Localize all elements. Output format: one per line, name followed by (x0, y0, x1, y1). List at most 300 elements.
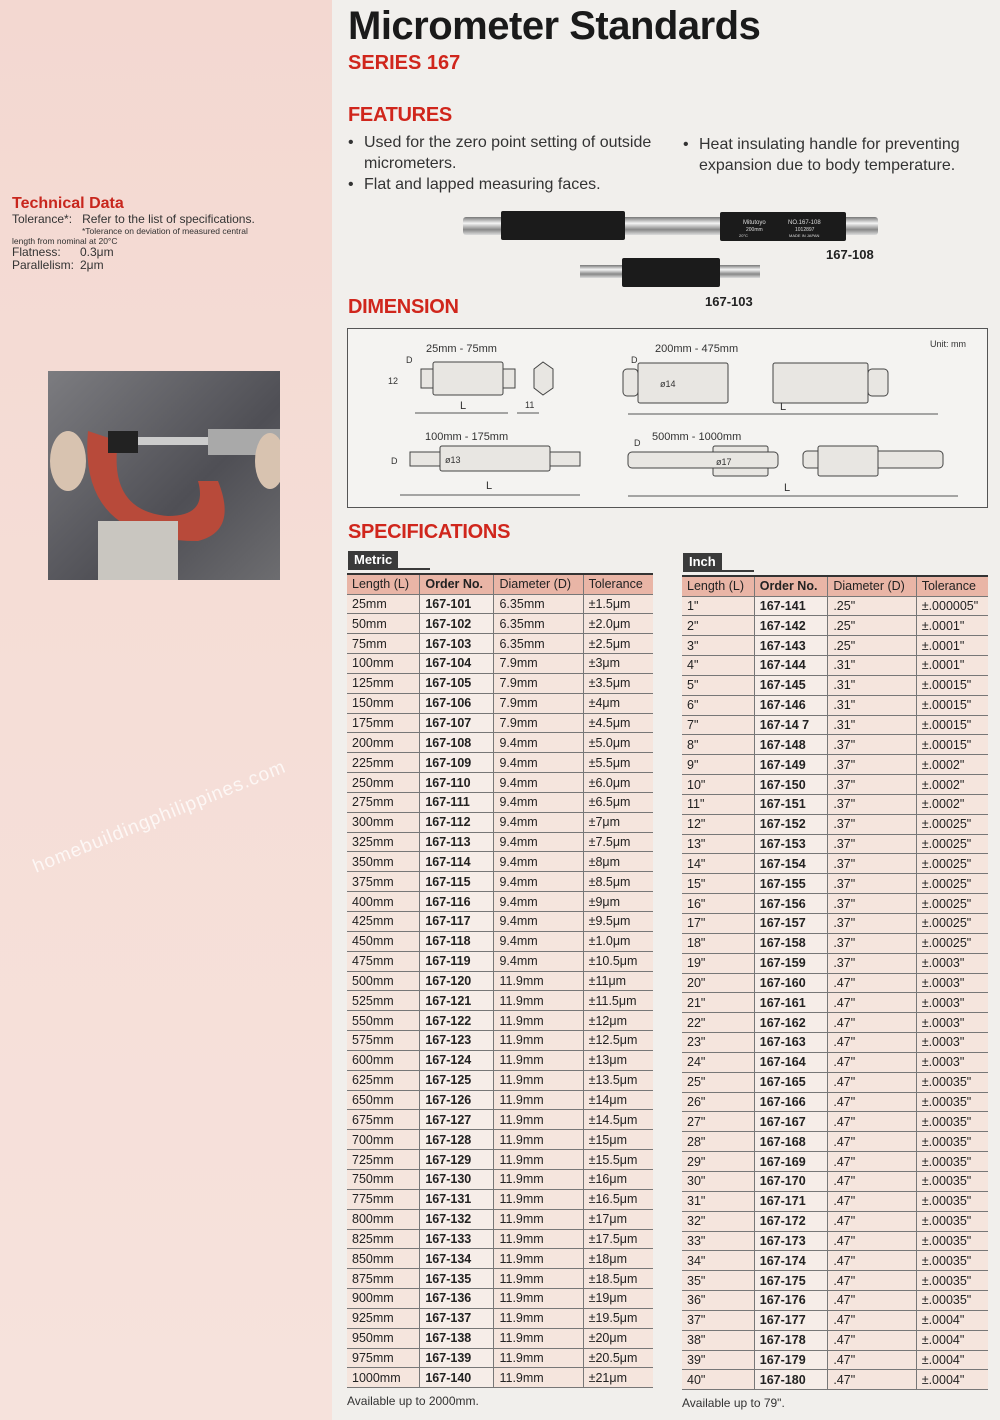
dim-label: D (391, 456, 398, 466)
cell-length: 21" (682, 993, 754, 1013)
cell-tolerance: ±5.0μm (583, 733, 653, 753)
cell-tolerance: ±3μm (583, 654, 653, 674)
cell-tolerance: ±.00015" (916, 715, 988, 735)
table-row (347, 713, 653, 733)
table-row (347, 1110, 653, 1130)
cell-order-no: 167-126 (420, 1090, 494, 1110)
cell-order-no: 167-159 (754, 953, 828, 973)
cell-order-no: 167-135 (420, 1269, 494, 1289)
micrometer-illustration (48, 371, 280, 580)
cell-diameter: 11.9mm (494, 1308, 583, 1328)
table-row (682, 1350, 988, 1370)
dim-label: ø13 (445, 455, 461, 465)
cell-diameter: .47" (828, 993, 916, 1013)
cell-length: 650mm (347, 1090, 420, 1110)
cell-length: 30" (682, 1171, 754, 1191)
rod-print-text: 200mm (746, 227, 763, 233)
cell-diameter: 11.9mm (494, 1229, 583, 1249)
table-row (682, 735, 988, 755)
table-row (347, 634, 653, 654)
cell-order-no: 167-121 (420, 991, 494, 1011)
cell-tolerance: ±16μm (583, 1169, 653, 1189)
cell-length: 700mm (347, 1130, 420, 1150)
cell-tolerance: ±17.5μm (583, 1229, 653, 1249)
cell-tolerance: ±17μm (583, 1209, 653, 1229)
cell-diameter: 11.9mm (494, 1090, 583, 1110)
cell-tolerance: ±.00025" (916, 933, 988, 953)
cell-tolerance: ±11.5μm (583, 991, 653, 1011)
watermark: homebuildingphilippines.com (30, 756, 290, 878)
cell-tolerance: ±18μm (583, 1249, 653, 1269)
dim-label: 12 (388, 376, 399, 386)
cell-diameter: .37" (828, 894, 916, 914)
cell-diameter: .47" (828, 1092, 916, 1112)
cell-length: 38" (682, 1330, 754, 1350)
cell-length: 31" (682, 1191, 754, 1211)
page-title: Micrometer Standards (348, 4, 761, 48)
table-row (347, 1150, 653, 1170)
cell-length: 750mm (347, 1169, 420, 1189)
cell-diameter: 11.9mm (494, 1368, 583, 1388)
table-row (347, 654, 653, 674)
cell-length: 27" (682, 1112, 754, 1132)
metric-spec-table (347, 573, 653, 1388)
cell-diameter: .37" (828, 794, 916, 814)
cell-tolerance: ±5.5μm (583, 753, 653, 773)
cell-order-no: 167-148 (754, 735, 828, 755)
cell-order-no: 167-176 (754, 1291, 828, 1311)
dim-label: ø17 (716, 457, 732, 467)
cell-diameter: 11.9mm (494, 1209, 583, 1229)
cell-order-no: 167-173 (754, 1231, 828, 1251)
table-row (347, 931, 653, 951)
cell-order-no: 167-136 (420, 1289, 494, 1309)
feature-item: • Flat and lapped measuring faces. (348, 174, 658, 195)
cell-length: 26" (682, 1092, 754, 1112)
dimension-heading: DIMENSION (348, 296, 459, 318)
cell-tolerance: ±20μm (583, 1328, 653, 1348)
cell-diameter: 6.35mm (494, 634, 583, 654)
cell-tolerance: ±1.0μm (583, 931, 653, 951)
table-row (347, 812, 653, 832)
cell-diameter: 9.4mm (494, 812, 583, 832)
cell-order-no: 167-115 (420, 872, 494, 892)
cell-diameter: .47" (828, 1231, 916, 1251)
cell-length: 300mm (347, 812, 420, 832)
table-row (347, 951, 653, 971)
cell-length: 850mm (347, 1249, 420, 1269)
cell-tolerance: ±.00025" (916, 914, 988, 934)
inch-availability-note: Available up to 79". (682, 1396, 785, 1410)
cell-order-no: 167-131 (420, 1189, 494, 1209)
cell-length: 950mm (347, 1328, 420, 1348)
cell-length: 450mm (347, 931, 420, 951)
cell-diameter: 11.9mm (494, 1289, 583, 1309)
cell-diameter: 9.4mm (494, 792, 583, 812)
cell-diameter: 7.9mm (494, 693, 583, 713)
cell-tolerance: ±.0001" (916, 656, 988, 676)
cell-length: 17" (682, 914, 754, 934)
table-row (682, 675, 988, 695)
table-row (347, 1249, 653, 1269)
cell-length: 525mm (347, 991, 420, 1011)
table-row (347, 773, 653, 793)
table-row (682, 775, 988, 795)
cell-order-no: 167-14 7 (754, 715, 828, 735)
cell-tolerance: ±.00025" (916, 834, 988, 854)
cell-order-no: 167-152 (754, 814, 828, 834)
rod-label-167-108: 167-108 (826, 247, 874, 262)
table-row (347, 1130, 653, 1150)
micrometer-standard-rods-image (455, 205, 885, 295)
tolerance-label: Tolerance*: (12, 212, 73, 226)
cell-tolerance: ±21μm (583, 1368, 653, 1388)
cell-length: 125mm (347, 673, 420, 693)
cell-diameter: 6.35mm (494, 594, 583, 614)
cell-diameter: 11.9mm (494, 1130, 583, 1150)
table-row (347, 1070, 653, 1090)
specifications-heading: SPECIFICATIONS (348, 521, 511, 543)
tolerance-note: *Tolerance on deviation of measured central (82, 226, 248, 236)
cell-length: 275mm (347, 792, 420, 812)
table-row (347, 594, 653, 614)
cell-length: 32" (682, 1211, 754, 1231)
table-row (682, 616, 988, 636)
cell-order-no: 167-101 (420, 594, 494, 614)
cell-tolerance: ±.00035" (916, 1231, 988, 1251)
cell-tolerance: ±.0003" (916, 953, 988, 973)
table-row (347, 892, 653, 912)
table-row (682, 1370, 988, 1390)
cell-length: 1000mm (347, 1368, 420, 1388)
cell-length: 600mm (347, 1050, 420, 1070)
cell-order-no: 167-174 (754, 1251, 828, 1271)
table-row (682, 894, 988, 914)
cell-length: 25" (682, 1072, 754, 1092)
table-row (347, 991, 653, 1011)
cell-diameter: 11.9mm (494, 1070, 583, 1090)
cell-diameter: .47" (828, 973, 916, 993)
cell-diameter: 11.9mm (494, 1269, 583, 1289)
table-row (347, 693, 653, 713)
cell-order-no: 167-125 (420, 1070, 494, 1090)
rod-brand-text: Mitutoyo (743, 220, 766, 226)
table-row (347, 1368, 653, 1388)
diagram-range-label: 100mm - 175mm (425, 431, 509, 443)
cell-length: 11" (682, 794, 754, 814)
cell-tolerance: ±10.5μm (583, 951, 653, 971)
rod-print-text: MADE IN JAPAN (789, 233, 820, 238)
cell-diameter: .37" (828, 874, 916, 894)
cell-tolerance: ±.0001" (916, 636, 988, 656)
cell-order-no: 167-137 (420, 1308, 494, 1328)
cell-order-no: 167-166 (754, 1092, 828, 1112)
cell-length: 20" (682, 973, 754, 993)
unit-label: Unit: mm (930, 339, 966, 349)
cell-length: 37" (682, 1310, 754, 1330)
cell-tolerance: ±2.0μm (583, 614, 653, 634)
cell-order-no: 167-107 (420, 713, 494, 733)
cell-length: 40" (682, 1370, 754, 1390)
cell-tolerance: ±.000005" (916, 596, 988, 616)
cell-length: 925mm (347, 1308, 420, 1328)
cell-order-no: 167-130 (420, 1169, 494, 1189)
cell-length: 175mm (347, 713, 420, 733)
cell-order-no: 167-117 (420, 912, 494, 932)
cell-tolerance: ±12.5μm (583, 1031, 653, 1051)
table-row (682, 794, 988, 814)
cell-length: 900mm (347, 1289, 420, 1309)
table-row (682, 1191, 988, 1211)
cell-order-no: 167-165 (754, 1072, 828, 1092)
cell-tolerance: ±.0002" (916, 755, 988, 775)
cell-length: 875mm (347, 1269, 420, 1289)
rod-print-text: 20°C (739, 233, 748, 238)
cell-diameter: .37" (828, 775, 916, 795)
cell-order-no: 167-123 (420, 1031, 494, 1051)
cell-order-no: 167-178 (754, 1330, 828, 1350)
diagram-range-label: 25mm - 75mm (426, 343, 497, 355)
cell-diameter: .37" (828, 914, 916, 934)
diagram-range-label: 200mm - 475mm (655, 343, 739, 355)
table-row (682, 1291, 988, 1311)
cell-order-no: 167-120 (420, 971, 494, 991)
cell-diameter: 11.9mm (494, 1031, 583, 1051)
cell-tolerance: ±19μm (583, 1289, 653, 1309)
features-list-left (348, 132, 658, 195)
cell-diameter: 11.9mm (494, 1249, 583, 1269)
table-row (347, 912, 653, 932)
cell-tolerance: ±19.5μm (583, 1308, 653, 1328)
cell-tolerance: ±11μm (583, 971, 653, 991)
table-row (347, 1328, 653, 1348)
cell-tolerance: ±.00035" (916, 1191, 988, 1211)
table-row (682, 914, 988, 934)
cell-tolerance: ±4.5μm (583, 713, 653, 733)
table-row (347, 971, 653, 991)
cell-length: 18" (682, 933, 754, 953)
cell-diameter: .37" (828, 755, 916, 775)
cell-diameter: .47" (828, 1052, 916, 1072)
cell-diameter: .37" (828, 814, 916, 834)
cell-length: 10" (682, 775, 754, 795)
cell-diameter: 9.4mm (494, 753, 583, 773)
cell-diameter: .47" (828, 1033, 916, 1053)
table-row (682, 656, 988, 676)
cell-length: 2" (682, 616, 754, 636)
cell-tolerance: ±4μm (583, 693, 653, 713)
col-tolerance: Tolerance (583, 574, 653, 594)
cell-length: 24" (682, 1052, 754, 1072)
cell-length: 6" (682, 695, 754, 715)
cell-order-no: 167-158 (754, 933, 828, 953)
cell-diameter: .31" (828, 695, 916, 715)
cell-diameter: 7.9mm (494, 713, 583, 733)
cell-diameter: .37" (828, 834, 916, 854)
cell-tolerance: ±.00025" (916, 894, 988, 914)
table-row (347, 1229, 653, 1249)
table-row (682, 1330, 988, 1350)
cell-order-no: 167-169 (754, 1152, 828, 1172)
cell-order-no: 167-149 (754, 755, 828, 775)
cell-order-no: 167-133 (420, 1229, 494, 1249)
cell-order-no: 167-127 (420, 1110, 494, 1130)
table-row (347, 1169, 653, 1189)
cell-tolerance: ±.00035" (916, 1072, 988, 1092)
cell-order-no: 167-151 (754, 794, 828, 814)
cell-length: 13" (682, 834, 754, 854)
cell-tolerance: ±.0003" (916, 1013, 988, 1033)
cell-order-no: 167-146 (754, 695, 828, 715)
features-heading: FEATURES (348, 104, 452, 126)
parallelism-value: 2μm (80, 258, 104, 272)
metric-table-tag: Metric (348, 551, 398, 570)
cell-diameter: 9.4mm (494, 892, 583, 912)
cell-diameter: .47" (828, 1152, 916, 1172)
cell-length: 575mm (347, 1031, 420, 1051)
cell-order-no: 167-168 (754, 1132, 828, 1152)
table-row (682, 1052, 988, 1072)
table-row (682, 1152, 988, 1172)
cell-tolerance: ±.00035" (916, 1152, 988, 1172)
cell-order-no: 167-141 (754, 596, 828, 616)
cell-length: 725mm (347, 1150, 420, 1170)
cell-length: 19" (682, 953, 754, 973)
cell-order-no: 167-143 (754, 636, 828, 656)
cell-order-no: 167-172 (754, 1211, 828, 1231)
dim-label: L (780, 401, 787, 413)
cell-diameter: 11.9mm (494, 991, 583, 1011)
inch-table-tag: Inch (683, 553, 722, 572)
table-row (347, 614, 653, 634)
cell-order-no: 167-164 (754, 1052, 828, 1072)
cell-order-no: 167-112 (420, 812, 494, 832)
cell-diameter: .47" (828, 1013, 916, 1033)
cell-length: 225mm (347, 753, 420, 773)
cell-tolerance: ±.00025" (916, 814, 988, 834)
dim-label: ø14 (660, 379, 676, 389)
dim-label: L (486, 480, 493, 492)
cell-length: 775mm (347, 1189, 420, 1209)
table-row (347, 733, 653, 753)
cell-tolerance: ±6.5μm (583, 792, 653, 812)
cell-diameter: .31" (828, 715, 916, 735)
dimension-diagram-box (347, 328, 988, 508)
cell-length: 250mm (347, 773, 420, 793)
cell-tolerance: ±.0004" (916, 1330, 988, 1350)
cell-tolerance: ±14μm (583, 1090, 653, 1110)
table-row (682, 1251, 988, 1271)
dim-label: L (460, 400, 467, 412)
cell-length: 39" (682, 1350, 754, 1370)
table-row (682, 695, 988, 715)
cell-order-no: 167-104 (420, 654, 494, 674)
cell-tolerance: ±14.5μm (583, 1110, 653, 1130)
cell-order-no: 167-156 (754, 894, 828, 914)
cell-length: 350mm (347, 852, 420, 872)
cell-order-no: 167-114 (420, 852, 494, 872)
table-row (347, 872, 653, 892)
table-row (347, 852, 653, 872)
cell-order-no: 167-138 (420, 1328, 494, 1348)
cell-tolerance: ±.00035" (916, 1291, 988, 1311)
cell-length: 825mm (347, 1229, 420, 1249)
cell-diameter: 11.9mm (494, 1150, 583, 1170)
cell-tolerance: ±.0002" (916, 775, 988, 795)
dim-label: 11 (525, 400, 535, 410)
cell-diameter: .37" (828, 854, 916, 874)
cell-length: 500mm (347, 971, 420, 991)
cell-length: 675mm (347, 1110, 420, 1130)
cell-length: 12" (682, 814, 754, 834)
cell-diameter: .37" (828, 933, 916, 953)
cell-diameter: 11.9mm (494, 1328, 583, 1348)
table-row (682, 596, 988, 616)
cell-order-no: 167-134 (420, 1249, 494, 1269)
cell-tolerance: ±8.5μm (583, 872, 653, 892)
cell-order-no: 167-180 (754, 1370, 828, 1390)
cell-length: 14" (682, 854, 754, 874)
cell-order-no: 167-132 (420, 1209, 494, 1229)
cell-tolerance: ±7μm (583, 812, 653, 832)
cell-tolerance: ±.0001" (916, 616, 988, 636)
table-row (347, 1308, 653, 1328)
table-row (347, 1348, 653, 1368)
cell-order-no: 167-145 (754, 675, 828, 695)
cell-tolerance: ±16.5μm (583, 1189, 653, 1209)
cell-length: 33" (682, 1231, 754, 1251)
table-row (347, 1189, 653, 1209)
cell-tolerance: ±.0002" (916, 794, 988, 814)
table-row (347, 1209, 653, 1229)
cell-tolerance: ±.00035" (916, 1271, 988, 1291)
cell-diameter: .31" (828, 656, 916, 676)
cell-diameter: .47" (828, 1291, 916, 1311)
cell-length: 34" (682, 1251, 754, 1271)
cell-length: 9" (682, 755, 754, 775)
cell-diameter: 11.9mm (494, 1169, 583, 1189)
cell-diameter: .25" (828, 636, 916, 656)
cell-length: 50mm (347, 614, 420, 634)
cell-length: 425mm (347, 912, 420, 932)
cell-tolerance: ±15.5μm (583, 1150, 653, 1170)
cell-tolerance: ±3.5μm (583, 673, 653, 693)
cell-diameter: 11.9mm (494, 971, 583, 991)
cell-order-no: 167-108 (420, 733, 494, 753)
cell-diameter: .47" (828, 1350, 916, 1370)
cell-diameter: 9.4mm (494, 931, 583, 951)
cell-length: 22" (682, 1013, 754, 1033)
features-list-right (683, 134, 973, 176)
cell-diameter: .25" (828, 596, 916, 616)
table-row (682, 1092, 988, 1112)
cell-length: 475mm (347, 951, 420, 971)
cell-order-no: 167-106 (420, 693, 494, 713)
cell-order-no: 167-163 (754, 1033, 828, 1053)
cell-order-no: 167-109 (420, 753, 494, 773)
cell-order-no: 167-122 (420, 1011, 494, 1031)
cell-tolerance: ±9.5μm (583, 912, 653, 932)
cell-tolerance: ±18.5μm (583, 1269, 653, 1289)
cell-length: 5" (682, 675, 754, 695)
cell-tolerance: ±.00035" (916, 1211, 988, 1231)
cell-order-no: 167-118 (420, 931, 494, 951)
cell-length: 400mm (347, 892, 420, 912)
cell-order-no: 167-167 (754, 1112, 828, 1132)
cell-tolerance: ±.00025" (916, 854, 988, 874)
cell-length: 15" (682, 874, 754, 894)
cell-length: 975mm (347, 1348, 420, 1368)
